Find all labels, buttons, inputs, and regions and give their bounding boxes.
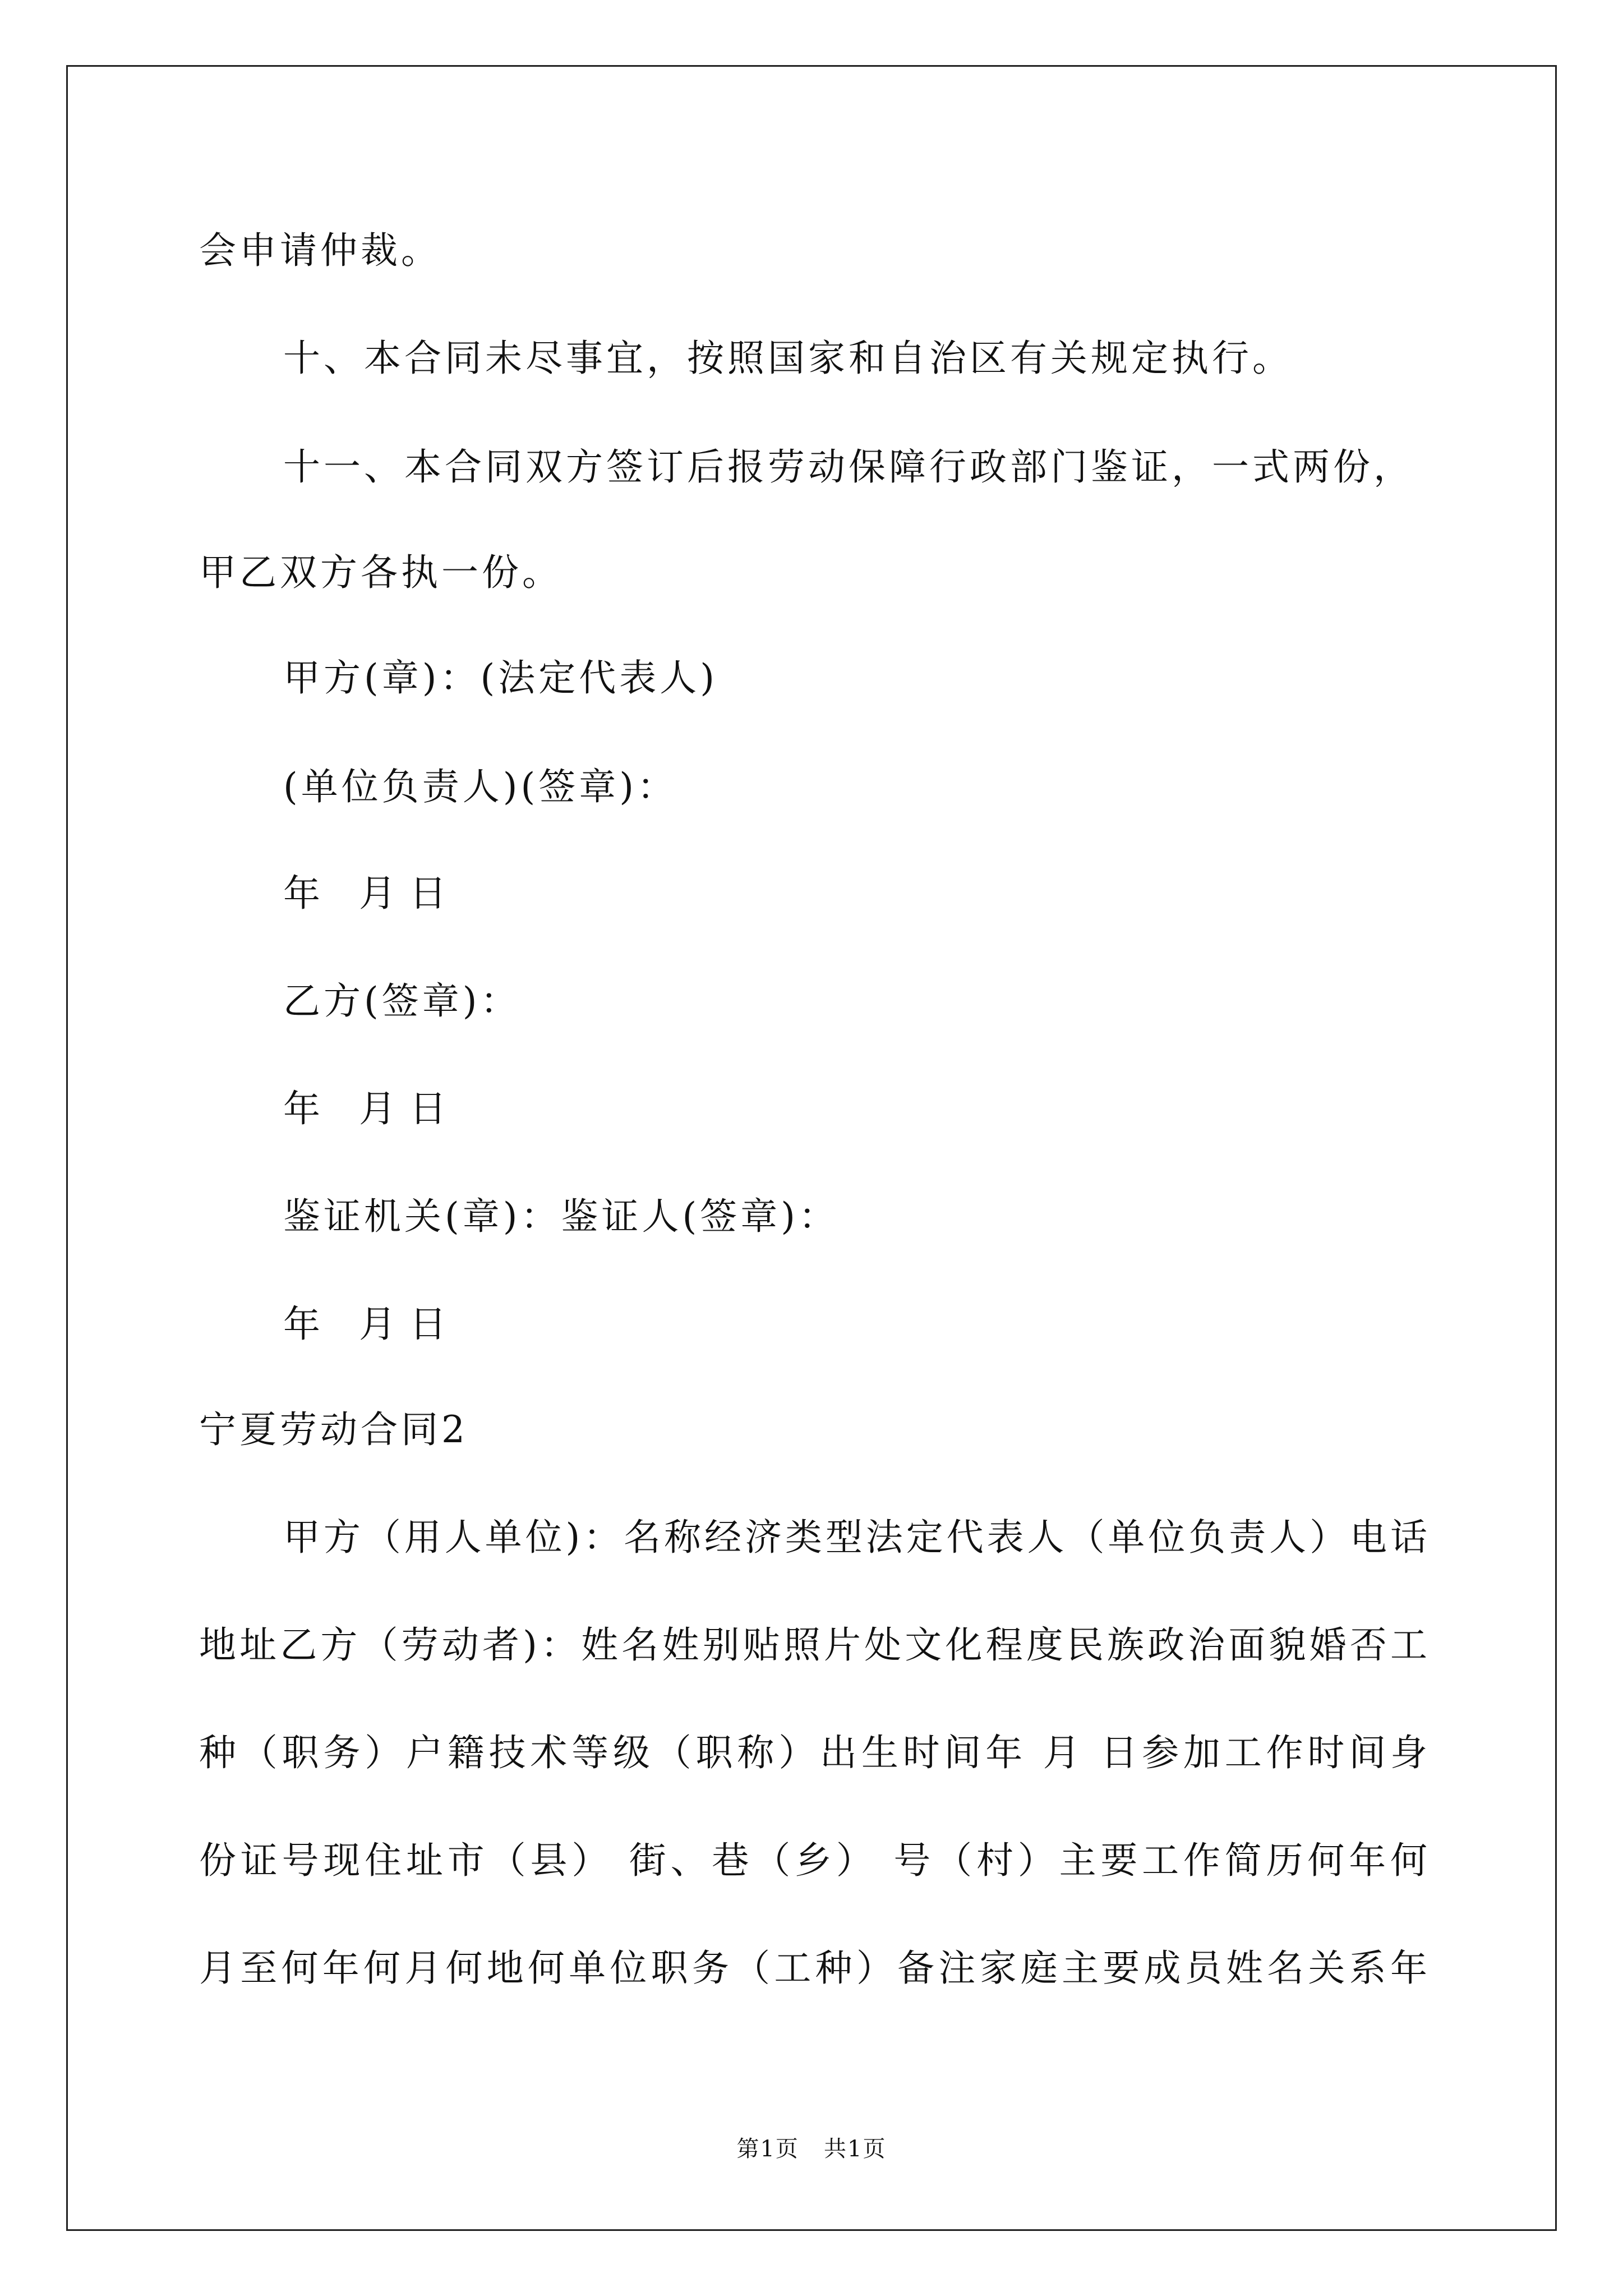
date-month: 月 (359, 1303, 396, 1346)
text-line-1: 会申请仲裁。 (199, 229, 441, 272)
date-year: 年 (283, 1303, 320, 1346)
text-line-2: 十、本合同未尽事宜，按照国家和自治区有关规定执行。 (283, 337, 1293, 380)
signature-unit-head: (单位负责人)(签章)： (283, 765, 677, 808)
page-footer: 第1页 共1页 (736, 2136, 887, 2162)
date-day: 日 (409, 872, 446, 915)
date-year: 年 (283, 1087, 320, 1130)
date-day: 日 (409, 1303, 446, 1346)
text-line-3: 十一、本合同双方签订后报劳动保障行政部门鉴证，一式两份， (283, 445, 1414, 489)
text-line-10: 甲方（用人单位)：名称经济类型法定代表人（单位负责人）电话 (283, 1516, 1427, 1559)
text-line-4: 甲乙双方各执一份。 (199, 551, 562, 594)
date-year: 年 (283, 872, 320, 915)
page-border (66, 65, 1557, 2231)
date-month: 月 (359, 872, 396, 915)
signature-verification: 鉴证机关(章)：鉴证人(签章)： (283, 1195, 839, 1238)
date-month: 月 (359, 1087, 396, 1130)
text-line-12: 种（职务）户籍技术等级（职称）出生时间年 月 日参加工作时间身 (199, 1731, 1427, 1774)
date-day: 日 (409, 1087, 446, 1130)
section-heading: 宁夏劳动合同2 (199, 1408, 468, 1451)
text-line-13: 份证号现住址市（县） 街、巷（乡） 号（村）主要工作简历何年何 (199, 1839, 1427, 1882)
signature-party-b: 乙方(签章)： (283, 979, 521, 1023)
text-line-11: 地址乙方（劳动者)：姓名姓别贴照片处文化程度民族政治面貌婚否工 (199, 1623, 1427, 1667)
text-line-14: 月至何年何月何地何单位职务（工种）备注家庭主要成员姓名关系年 (199, 1947, 1427, 1990)
signature-party-a: 甲方(章)：(法定代表人) (283, 656, 718, 700)
